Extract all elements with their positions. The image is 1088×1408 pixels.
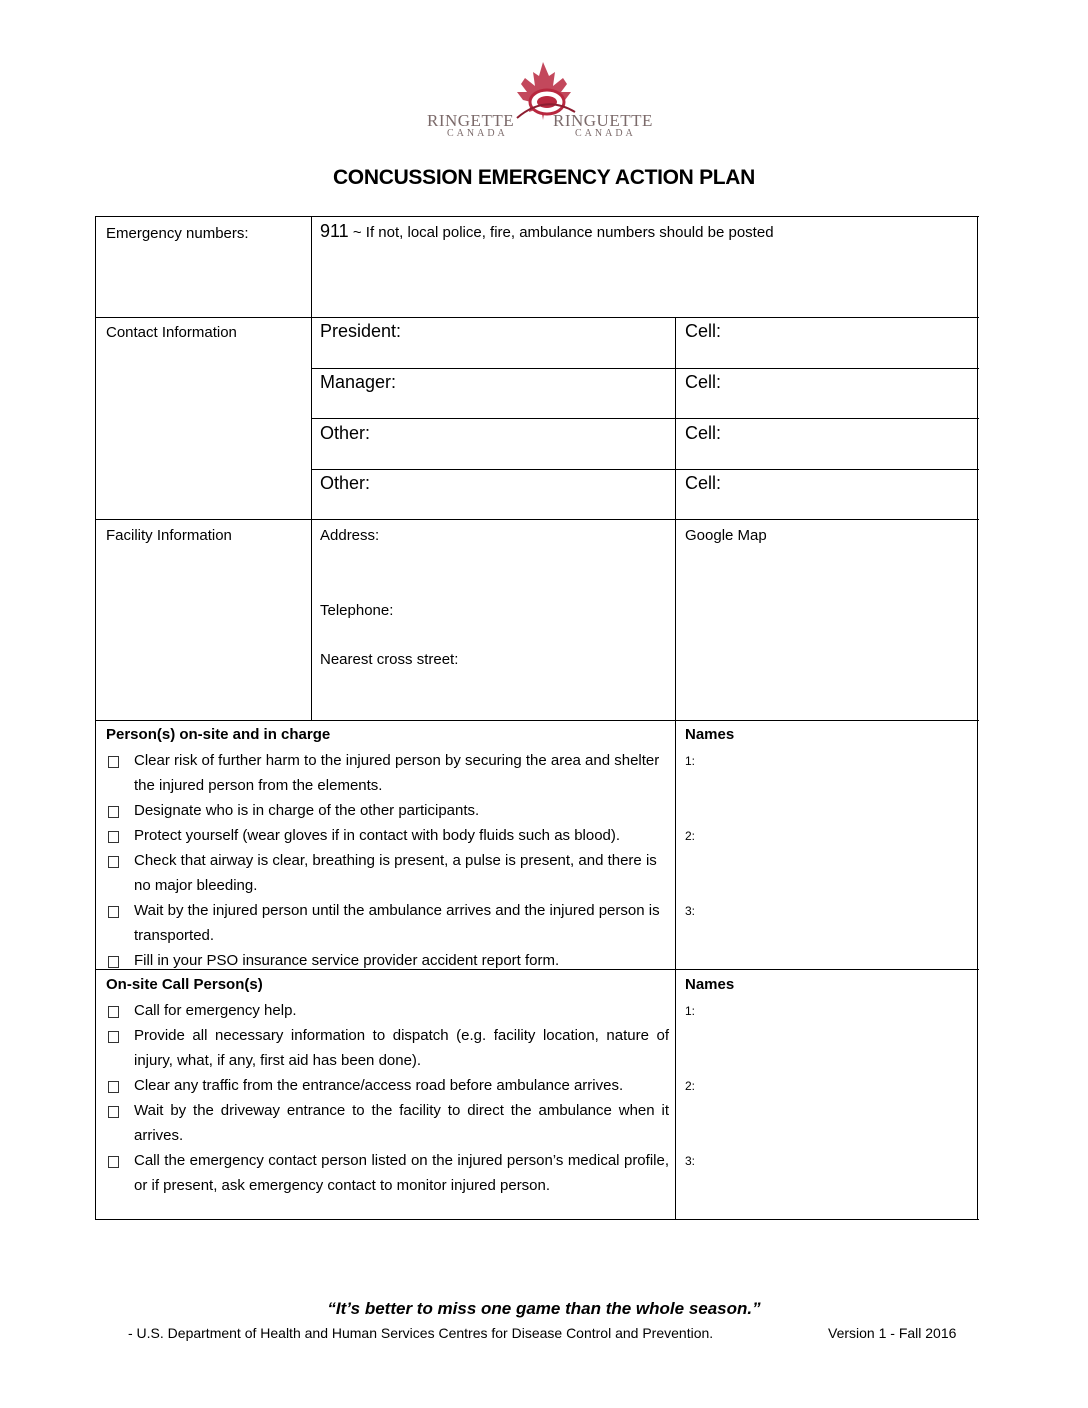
contact-cell-field[interactable]: Cell: <box>685 423 722 443</box>
checkbox[interactable] <box>108 856 119 868</box>
contact-cell-field[interactable]: Cell: <box>685 321 722 341</box>
checkbox[interactable] <box>108 1006 119 1018</box>
table-divider <box>95 317 979 318</box>
name-field[interactable]: 3: <box>685 904 696 918</box>
emergency-label: Emergency numbers: <box>106 225 249 242</box>
list-item: Check that airway is clear, breathing is present, a pulse is present, and there is no major bleeding. <box>134 852 657 894</box>
action-plan-table <box>95 216 979 1221</box>
table-border-left <box>95 216 96 1220</box>
table-border-bottom <box>95 1219 979 1220</box>
checkbox[interactable] <box>108 806 119 818</box>
checkbox[interactable] <box>108 1156 119 1168</box>
address-field[interactable]: Address: <box>320 527 380 544</box>
in-charge-names-heading: Names <box>685 726 735 743</box>
list-item: Call for emergency help. <box>134 1002 297 1019</box>
checkbox[interactable] <box>108 1031 119 1043</box>
name-field[interactable]: 1: <box>685 1004 696 1018</box>
list-item: Designate who is in charge of the other participants. <box>134 802 480 819</box>
table-border-right <box>977 216 978 1220</box>
call-person-heading: On-site Call Person(s) <box>106 976 263 993</box>
contact-role-field[interactable]: President: <box>320 321 402 341</box>
cross-street-field[interactable]: Nearest cross street: <box>320 651 459 668</box>
list-item: Clear any traffic from the entrance/access road before ambulance arrives. <box>134 1077 624 1094</box>
name-field[interactable]: 2: <box>685 1079 696 1093</box>
list-item: Fill in your PSO insurance service provider accident report form. <box>134 952 560 969</box>
table-border-top <box>95 216 979 217</box>
list-item: Call the emergency contact person listed on the injured person’s medical profile, or if present, ask emergency contact to monitor injured person. <box>134 1152 669 1194</box>
checkbox[interactable] <box>108 1106 119 1118</box>
emergency-note: ~ If not, local police, fire, ambulance numbers should be posted <box>348 224 774 241</box>
ringette-canada-logo <box>425 62 665 142</box>
contact-cell-field[interactable]: Cell: <box>685 372 722 392</box>
google-map-field[interactable]: Google Map <box>685 527 767 544</box>
contact-role-field[interactable]: Other: <box>320 423 371 443</box>
checkbox[interactable] <box>108 906 119 918</box>
contact-cell-field[interactable]: Cell: <box>685 473 722 493</box>
list-item: Provide all necessary information to dispatch (e.g. facility location, nature of injury, what, if any, first aid has been done). <box>134 1027 669 1069</box>
table-divider <box>95 519 979 520</box>
footer-source: - U.S. Department of Health and Human Services Centres for Disease Control and Prevention. <box>128 1325 714 1341</box>
call-person-names-heading: Names <box>685 976 735 993</box>
footer-quote: “It’s better to miss one game than the whole season.” <box>327 1299 761 1318</box>
table-divider <box>311 418 979 419</box>
list-item: Wait by the driveway entrance to the facility to direct the ambulance when it arrives. <box>134 1102 669 1144</box>
checkbox[interactable] <box>108 831 119 843</box>
logo-word-left: RINGETTE <box>427 111 515 130</box>
name-field[interactable]: 2: <box>685 829 696 843</box>
table-divider <box>675 317 676 1220</box>
name-field[interactable]: 3: <box>685 1154 696 1168</box>
logo-sub-left: CANADA <box>447 128 508 139</box>
contact-label: Contact Information <box>106 324 237 341</box>
in-charge-heading: Person(s) on-site and in charge <box>106 726 331 743</box>
emergency-value <box>320 221 774 242</box>
list-item: Clear risk of further harm to the injured person by securing the area and shelter the injured person from the elements. <box>134 752 660 794</box>
checkbox[interactable] <box>108 756 119 768</box>
table-divider <box>311 216 312 721</box>
emergency-number: 911 <box>320 221 349 241</box>
checkbox[interactable] <box>108 956 119 968</box>
contact-role-field[interactable]: Other: <box>320 473 371 493</box>
telephone-field[interactable]: Telephone: <box>320 602 394 619</box>
table-divider <box>311 368 979 369</box>
name-field[interactable]: 1: <box>685 754 696 768</box>
table-divider <box>95 720 979 721</box>
version-label: Version 1 - Fall 2016 <box>828 1325 957 1341</box>
list-item: Wait by the injured person until the ambulance arrives and the injured person is transported. <box>134 902 660 944</box>
logo-sub-right: CANADA <box>575 128 636 139</box>
checkbox[interactable] <box>108 1081 119 1093</box>
contact-role-field[interactable]: Manager: <box>320 372 397 392</box>
table-divider <box>311 469 979 470</box>
page-title: CONCUSSION EMERGENCY ACTION PLAN <box>332 166 756 189</box>
facility-label: Facility Information <box>106 527 232 544</box>
logo-word-right: RINGUETTE <box>553 111 653 130</box>
list-item: Protect yourself (wear gloves if in contact with body fluids such as blood). <box>134 827 621 844</box>
